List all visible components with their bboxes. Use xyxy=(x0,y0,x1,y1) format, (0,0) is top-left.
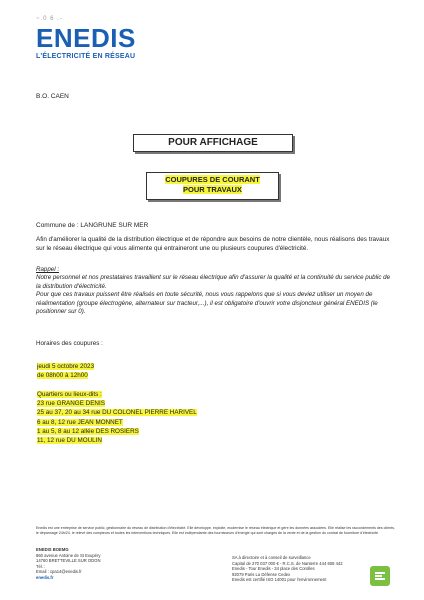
commune-line: Commune de : LANGRUNE SUR MER xyxy=(36,222,149,229)
office-label: B.O. CAEN xyxy=(36,93,69,100)
footer-website-link[interactable]: enedis.fr xyxy=(36,574,54,580)
rappel-text-1: Notre personnel et nos prestataires travaillent sur le réseau électrique afin d'assurer la qualité et la continuité du service public de la distribution d'électricité. xyxy=(36,274,391,290)
footer-street: 860 avenue Antoine de St Exupéry xyxy=(36,552,101,558)
quartiers-label: Quartiers ou lieux-dits : xyxy=(37,391,102,398)
footer-org: ENEDIS BOEMG xyxy=(36,547,69,552)
quartier-item: 23 rue GRANGE DENIS xyxy=(37,400,105,408)
rappel-text-2: Pour que ces travaux puissent être réalisés en toute sécurité, nous vous rappelons que si vous deviez utiliser un moyen de réalimentation (groupe électrogène, alternateur sur tracteur,...), il est obligatoire d'ouvrir votre disjoncteur général ENEDIS (le positionner sur 0). xyxy=(36,291,378,316)
footer-company-3: Enedis - Tour Enedis - 34 place des Corolles xyxy=(232,566,315,572)
scan-mark: ~.0 6 .- xyxy=(36,16,63,22)
date-block xyxy=(37,362,94,380)
intro-paragraph: Afin d'améliorer la qualité de la distribution électrique et de répondre aux besoins de notre clientèle, nous réalisons des travaux sur le réseau électrique qui vous alimente qui entraineront une ou plusieurs coupures d'électricité. xyxy=(36,236,390,252)
rappel-section xyxy=(36,266,391,316)
coupures-box xyxy=(146,172,279,200)
horaires-label: Horaires des coupures : xyxy=(36,340,103,347)
footer-company-info xyxy=(232,555,343,583)
footer-company-5: Enedis est certifié ISO 14001 pour l'environnement xyxy=(232,577,327,583)
coupures-line-2: POUR TRAVAUX xyxy=(183,185,242,194)
quartiers-block xyxy=(37,390,197,445)
enedis-logo xyxy=(36,25,136,60)
quartier-item: 1 au 5, 8 au 12 allée DES ROSIERS xyxy=(37,427,139,435)
footer-legal-text: Enedis est une entreprise de service public, gestionnaire du réseau de distribution d'électricité. Elle développe, exploite, modernise le réseau électrique et gère les données associées. Elle réalise les raccordements des clients, le dépannage 24h/24, le relevé des compteurs et toutes les interventions techniques. Elle est indépendante des fournisseurs d'énergie qui sont chargés de la vente et de la gestion du contrat de fourniture d'électricité. xyxy=(36,526,395,535)
quartier-item: 11, 12 rue DU MOULIN xyxy=(37,437,102,445)
logo-word: ENEDIS xyxy=(36,23,136,53)
footer-company-2: Capital de 270 037 000 € - R.C.S. de Nanterre 444 608 442 xyxy=(232,560,343,566)
quartier-item: 6 au 8, 12 rue JEAN MONNET xyxy=(37,418,123,426)
logo-tagline: L'ÉLECTRICITÉ EN RÉSEAU xyxy=(36,53,136,60)
quartier-item: 25 au 37, 20 au 34 rue DU COLONEL PIERRE HARIVEL xyxy=(37,409,197,417)
rappel-title: Rappel : xyxy=(36,266,60,273)
date-line-2: de 08h00 à 12h00 xyxy=(37,372,88,379)
footer-city: 14760 BRETTEVILLE SUR ODON xyxy=(36,558,101,564)
pour-affichage-box: POUR AFFICHAGE xyxy=(133,134,293,152)
footer-email[interactable]: Email : cpa14@enedis.fr xyxy=(36,569,82,575)
date-line-1: jeudi 5 octobre 2023 xyxy=(37,363,95,370)
footer-company-4: 92079 Paris La Défense Cedex xyxy=(232,571,291,577)
footer-phone: Tél. : xyxy=(36,563,46,569)
enedis-mark-icon xyxy=(370,566,390,586)
coupures-line-1: COUPURES DE COURANT xyxy=(165,175,260,184)
footer-address xyxy=(36,547,101,581)
footer-company-1: SA à directoire et à conseil de surveillance xyxy=(232,555,311,560)
